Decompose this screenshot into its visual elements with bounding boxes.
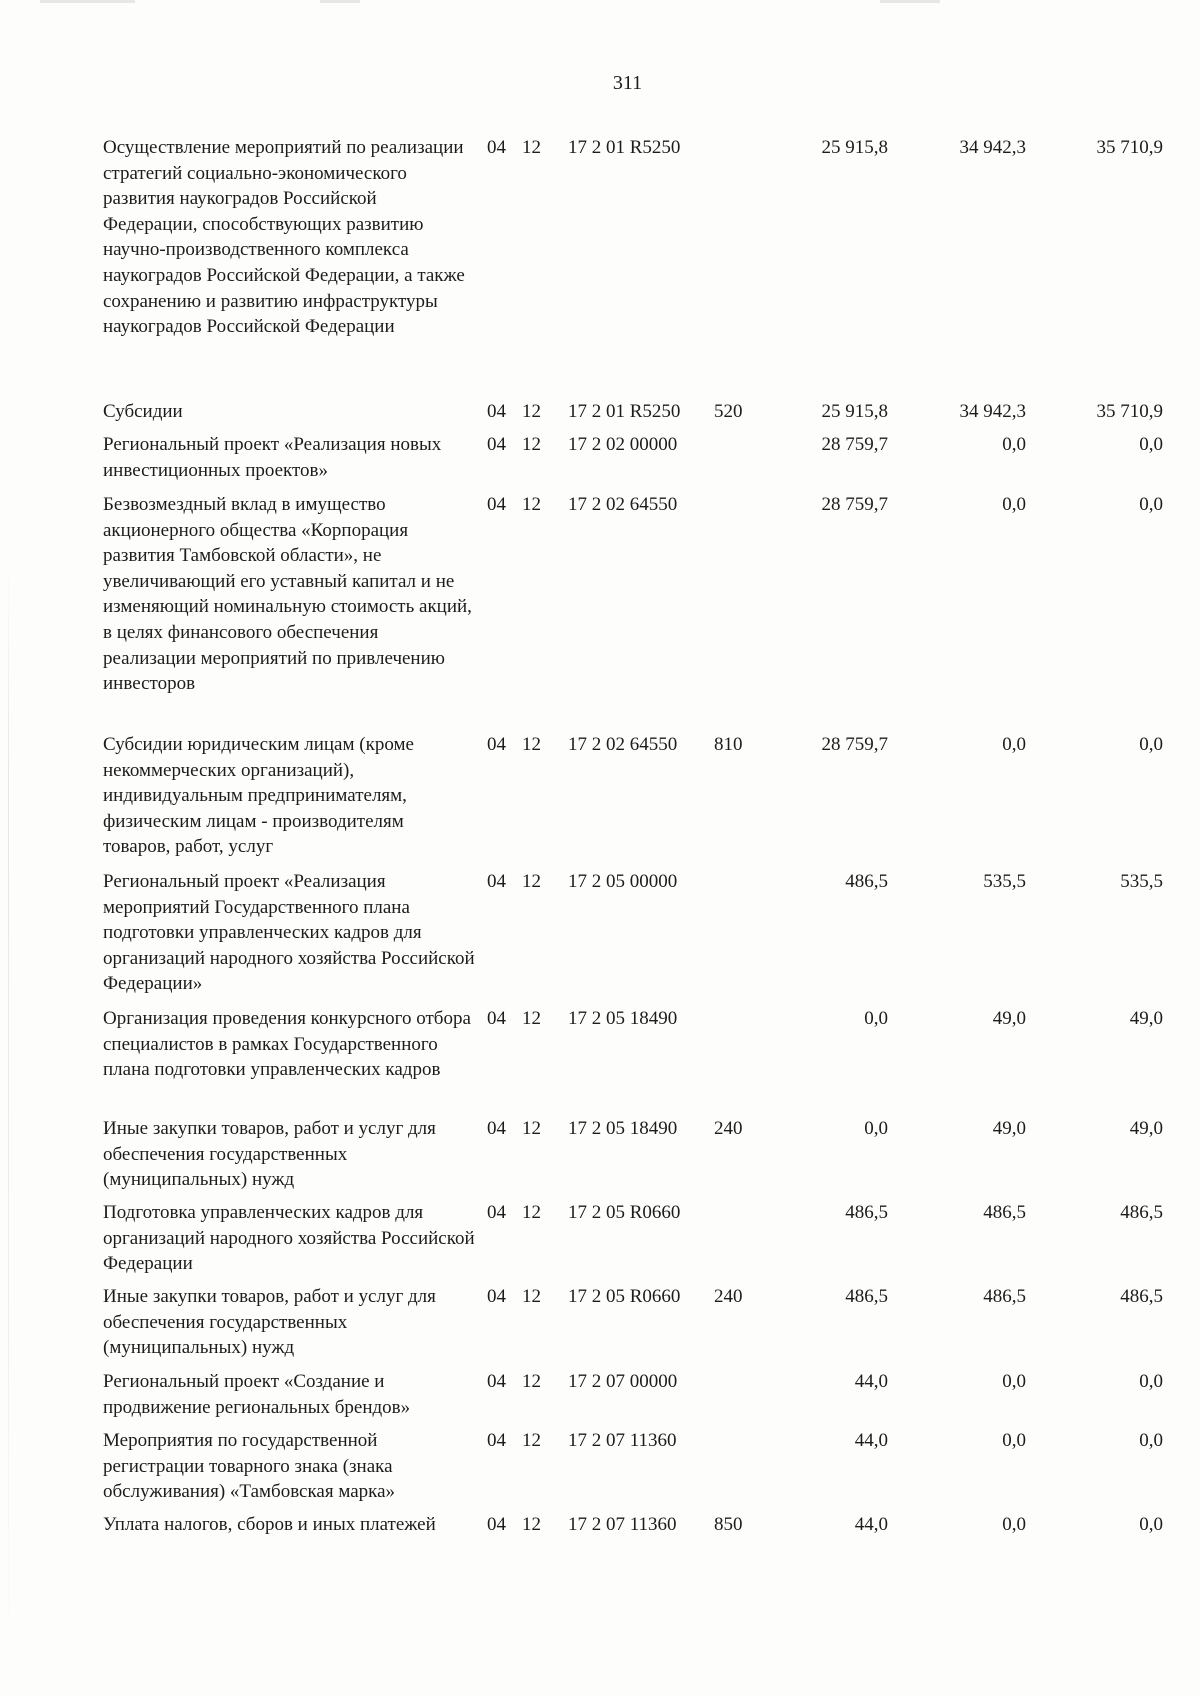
row-value-year3: 0,0 [1139,1430,1163,1451]
row-section: 04 [487,137,506,158]
row-section: 04 [487,1202,506,1223]
scan-artifact [880,0,940,3]
row-expense-kind: 240 [714,1286,743,1307]
row-name: Подготовка управленческих кадров для организаций народного хозяйства Российской Федерации [103,1202,475,1275]
row-value-year2: 535,5 [983,871,1026,892]
row-subsection: 12 [522,1514,541,1535]
row-value-year2: 34 942,3 [959,137,1026,158]
row-target-code: 17 2 02 00000 [568,434,678,455]
row-value-year1: 486,5 [845,871,888,892]
row-name: Субсидии юридическим лицам (кроме некоммерческих организаций), индивидуальным предпринимателям, физическим лицам - производителям товаров, работ, услуг [103,734,414,858]
row-subsection: 12 [522,494,541,515]
row-name: Иные закупки товаров, работ и услуг для обеспечения государственных (муниципальных) нужд [103,1286,436,1359]
row-value-year3: 0,0 [1139,1371,1163,1392]
row-value-year3: 0,0 [1139,494,1163,515]
row-value-year2: 0,0 [1002,434,1026,455]
row-value-year3: 49,0 [1129,1118,1163,1139]
row-value-year1: 486,5 [845,1202,888,1223]
row-value-year1: 0,0 [864,1008,888,1029]
row-target-code: 17 2 01 R5250 [568,137,681,158]
row-value-year2: 0,0 [1002,1514,1026,1535]
row-expense-kind: 520 [714,401,743,422]
row-name: Региональный проект «Создание и продвижение региональных брендов» [103,1371,411,1418]
row-section: 04 [487,1286,506,1307]
row-target-code: 17 2 05 R0660 [568,1286,681,1307]
row-value-year1: 28 759,7 [821,434,888,455]
row-target-code: 17 2 07 00000 [568,1371,678,1392]
row-subsection: 12 [522,434,541,455]
row-name: Осуществление мероприятий по реализации стратегий социально-экономического развития наукоградов Российской Федерации, способствующих развитию научно-производственного комплекса наукоградов Российской Федерации, а также сохранению и развитию инфраструктуры наукоградов Российской Федерации [103,137,465,338]
row-expense-kind: 810 [714,734,743,755]
row-expense-kind: 240 [714,1118,743,1139]
row-target-code: 17 2 07 11360 [568,1514,677,1535]
row-expense-kind: 850 [714,1514,743,1535]
row-value-year1: 28 759,7 [821,494,888,515]
row-name: Субсидии [103,401,183,422]
row-subsection: 12 [522,1118,541,1139]
row-target-code: 17 2 07 11360 [568,1430,677,1451]
row-value-year2: 34 942,3 [959,401,1026,422]
row-subsection: 12 [522,871,541,892]
row-target-code: 17 2 02 64550 [568,494,678,515]
row-value-year2: 49,0 [992,1008,1026,1029]
row-subsection: 12 [522,137,541,158]
row-value-year3: 35 710,9 [1096,137,1163,158]
row-section: 04 [487,1008,506,1029]
row-section: 04 [487,1118,506,1139]
row-name: Уплата налогов, сборов и иных платежей [103,1514,436,1535]
row-subsection: 12 [522,401,541,422]
row-target-code: 17 2 05 R0660 [568,1202,681,1223]
row-target-code: 17 2 05 18490 [568,1118,678,1139]
row-name: Мероприятия по государственной регистрации товарного знака (знака обслуживания) «Тамбовская марка» [103,1430,396,1503]
row-section: 04 [487,1514,506,1535]
row-section: 04 [487,1371,506,1392]
scan-artifact [320,0,360,3]
row-value-year3: 486,5 [1120,1286,1163,1307]
row-section: 04 [487,434,506,455]
row-value-year3: 0,0 [1139,434,1163,455]
scan-artifact [40,0,135,3]
row-value-year2: 0,0 [1002,1430,1026,1451]
row-value-year1: 44,0 [854,1514,888,1535]
row-value-year2: 49,0 [992,1118,1026,1139]
page-number: 311 [612,72,643,94]
row-name: Организация проведения конкурсного отбора специалистов в рамках Государственного плана подготовки управленческих кадров [103,1008,471,1081]
row-name: Безвозмездный вклад в имущество акционерного общества «Корпорация развития Тамбовской области», не увеличивающий его уставный капитал и не изменяющий номинальную стоимость акций, в целях финансового обеспечения реализации мероприятий по привлечению инвесторов [103,494,472,695]
row-target-code: 17 2 01 R5250 [568,401,681,422]
row-target-code: 17 2 02 64550 [568,734,678,755]
row-section: 04 [487,734,506,755]
row-value-year1: 486,5 [845,1286,888,1307]
row-name: Иные закупки товаров, работ и услуг для обеспечения государственных (муниципальных) нужд [103,1118,436,1191]
row-subsection: 12 [522,734,541,755]
row-value-year1: 28 759,7 [821,734,888,755]
row-value-year1: 44,0 [854,1430,888,1451]
row-value-year1: 44,0 [854,1371,888,1392]
row-value-year1: 25 915,8 [821,401,888,422]
row-target-code: 17 2 05 18490 [568,1008,678,1029]
row-name: Региональный проект «Реализация новых инвестиционных проектов» [103,434,442,481]
scan-margin-line [8,560,9,1660]
row-target-code: 17 2 05 00000 [568,871,678,892]
row-value-year2: 0,0 [1002,734,1026,755]
row-value-year3: 49,0 [1129,1008,1163,1029]
row-value-year2: 0,0 [1002,494,1026,515]
row-section: 04 [487,401,506,422]
row-value-year2: 486,5 [983,1202,1026,1223]
row-subsection: 12 [522,1286,541,1307]
row-value-year2: 486,5 [983,1286,1026,1307]
row-value-year3: 35 710,9 [1096,401,1163,422]
row-subsection: 12 [522,1430,541,1451]
row-value-year3: 486,5 [1120,1202,1163,1223]
row-section: 04 [487,494,506,515]
row-value-year2: 0,0 [1002,1371,1026,1392]
row-value-year3: 535,5 [1120,871,1163,892]
row-subsection: 12 [522,1371,541,1392]
row-value-year1: 0,0 [864,1118,888,1139]
row-section: 04 [487,871,506,892]
row-subsection: 12 [522,1202,541,1223]
row-subsection: 12 [522,1008,541,1029]
row-value-year3: 0,0 [1139,734,1163,755]
row-section: 04 [487,1430,506,1451]
row-name: Региональный проект «Реализация мероприятий Государственного плана подготовки управленческих кадров для организаций народного хозяйства Российской Федерации» [103,871,475,995]
row-value-year1: 25 915,8 [821,137,888,158]
row-value-year3: 0,0 [1139,1514,1163,1535]
